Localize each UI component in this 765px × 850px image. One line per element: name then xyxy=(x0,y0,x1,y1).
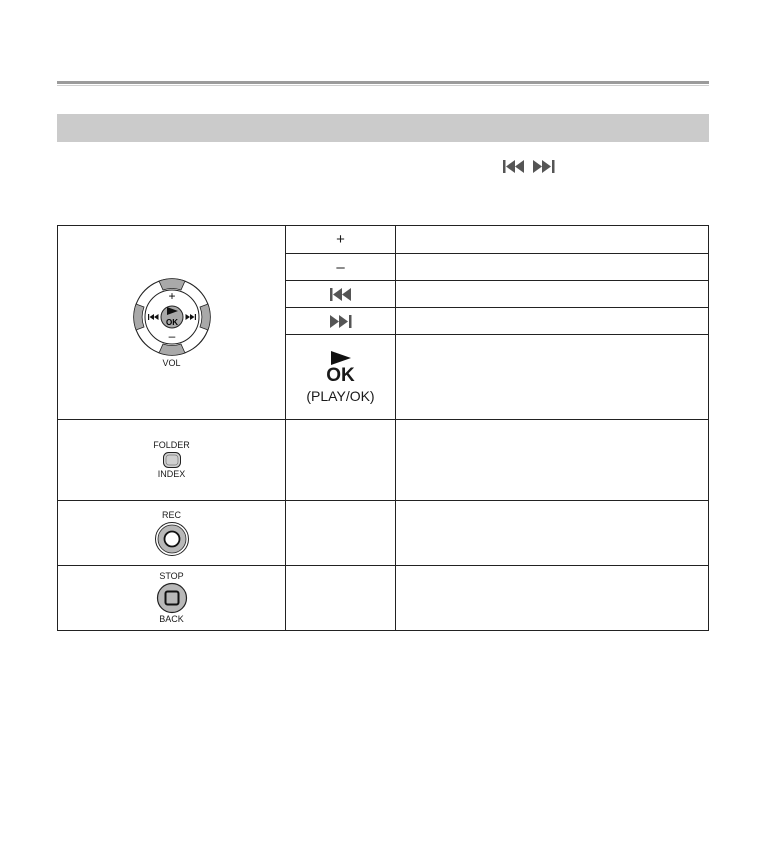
desc-cell xyxy=(396,226,709,254)
desc-cell xyxy=(396,501,709,566)
stop-label: STOP xyxy=(159,571,184,581)
skip-forward-icon xyxy=(330,315,352,328)
key-cell xyxy=(286,420,396,501)
key-plus: + xyxy=(336,231,345,248)
play-icon xyxy=(331,351,351,365)
dial-ok-text: OK xyxy=(165,318,178,327)
folder-index-cell xyxy=(58,420,286,501)
desc-cell xyxy=(396,254,709,281)
stop-button[interactable] xyxy=(156,582,188,614)
top-rule xyxy=(57,81,709,87)
skip-back-icon xyxy=(503,160,525,173)
desc-cell xyxy=(396,308,709,335)
vol-dial-button[interactable] xyxy=(129,277,215,357)
dial-minus-text: – xyxy=(168,329,175,343)
key-cell xyxy=(286,566,396,631)
key-cell xyxy=(286,501,396,566)
dial-plus-text: + xyxy=(167,289,176,303)
desc-cell xyxy=(396,335,709,420)
back-label: BACK xyxy=(159,614,184,624)
rec-cell xyxy=(58,501,286,566)
folder-label: FOLDER xyxy=(153,440,190,450)
desc-cell xyxy=(396,420,709,501)
skip-back-icon xyxy=(330,288,352,301)
intro-skip-icons xyxy=(503,160,555,173)
folder-index-button[interactable] xyxy=(162,451,182,469)
key-minus-cell xyxy=(286,254,396,281)
desc-cell xyxy=(396,566,709,631)
key-skip-back-cell xyxy=(286,281,396,308)
section-header-bar xyxy=(57,114,709,142)
dial-cell xyxy=(58,226,286,420)
rec-button[interactable] xyxy=(154,521,190,557)
stop-back-cell xyxy=(58,566,286,631)
key-play-ok-cell xyxy=(286,335,396,420)
key-skip-forward-cell xyxy=(286,308,396,335)
rec-label: REC xyxy=(161,509,181,520)
vol-label: VOL xyxy=(162,358,181,368)
skip-forward-icon xyxy=(533,160,555,173)
key-plus-cell xyxy=(286,226,396,254)
key-ok-text: OK xyxy=(326,364,355,386)
desc-cell xyxy=(396,281,709,308)
key-minus: – xyxy=(336,258,345,276)
index-label: INDEX xyxy=(157,469,186,479)
controls-table xyxy=(57,225,709,631)
key-play-ok-caption: (PLAY/OK) xyxy=(306,387,375,404)
